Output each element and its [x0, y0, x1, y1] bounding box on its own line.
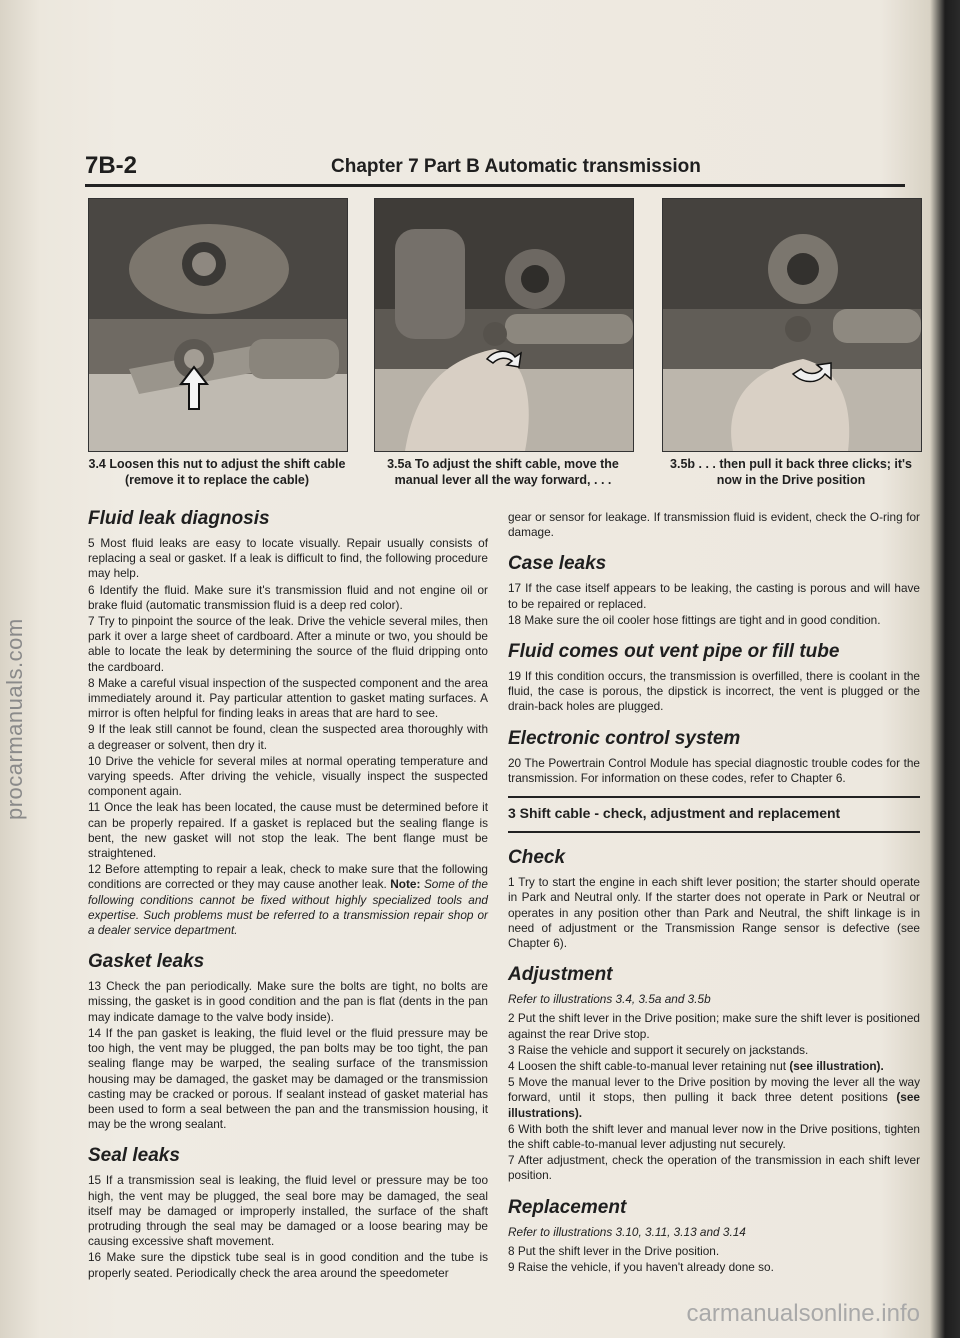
- paragraph-adj-6: 6 With both the shift lever and manual lever now in the Drive positions, tighten the shift cable-to-manual lever adjusting nut securely.: [508, 1121, 920, 1152]
- watermark-carmanualsonline: carmanualsonline.info: [686, 1300, 920, 1327]
- paragraph-9: 9 If the leak still cannot be found, clean the suspected area thoroughly with a degreaser or solvent, then dry it.: [88, 722, 488, 752]
- note-label: Note:: [390, 877, 421, 892]
- paragraph-adj-2: 2 Put the shift lever in the Drive position; make sure the shift lever is positioned against the rear Drive stop.: [508, 1011, 920, 1041]
- paragraph-adj-5-text: 5 Move the manual lever to the Drive position by moving the lever all the way forward, until it stops, then pulling it back three detent positions: [508, 1075, 920, 1105]
- photo-3-5b: [662, 198, 922, 452]
- note-text: Some of the following conditions cannot be fixed without highly specialized tools and expertise. Such problems must be referred to a transmission repair shop or a dealer service department.: [88, 877, 488, 938]
- photo-3-4-image: [89, 199, 347, 451]
- photo-3-5b-image: [663, 199, 921, 451]
- replacement-ref: Refer to illustrations 3.10, 3.11, 3.13 and 3.14: [508, 1224, 746, 1239]
- paragraph-13: 13 Check the pan periodically. Make sure the bolts are tight, no bolts are missing, the gasket is in good condition and the pan is flat (dents in the pan may indicate damage to the valve body inside).: [88, 979, 488, 1024]
- heading-fluid-leak-diagnosis: Fluid leak diagnosis: [88, 508, 270, 529]
- paragraph-rep-9: 9 Raise the vehicle, if you haven't already done so.: [508, 1260, 774, 1275]
- watermark-procarmanuals: procarmanuals.com: [2, 618, 27, 820]
- paragraph-12-text: 12 Before attempting to repair a leak, check to make sure that the following conditions are corrected or they may cause another leak.: [88, 862, 488, 892]
- photo-3-4: [88, 198, 348, 452]
- heading-case-leaks: Case leaks: [508, 553, 607, 575]
- heading-vent-pipe: Fluid comes out vent pipe or fill tube: [508, 641, 840, 663]
- heading-electronic-control: Electronic control system: [508, 727, 741, 749]
- paragraph-adj-4: [508, 1059, 920, 1074]
- heading-gasket-leaks: Gasket leaks: [88, 951, 205, 973]
- paragraph-18: 18 Make sure the oil cooler hose fittings are tight and in good condition.: [508, 612, 881, 627]
- adjustment-ref: Refer to illustrations 3.4, 3.5a and 3.5b: [508, 992, 711, 1007]
- paragraph-17: 17 If the case itself appears to be leaking, the casting is porous and will have to be repaired or replaced.: [508, 581, 920, 611]
- section-3-title: 3 Shift cable - check, adjustment and replacement: [508, 796, 920, 833]
- paragraph-adj-3: 3 Raise the vehicle and support it securely on jackstands.: [508, 1042, 809, 1057]
- paragraph-11: 11 Once the leak has been located, the cause must be determined before it can be properly repaired. If a gasket is replaced but the sealing flange is bent, the new gasket will not stop the leak. The bent flange must be straightened.: [88, 800, 488, 861]
- heading-check: Check: [508, 847, 566, 869]
- heading-replacement: Replacement: [508, 1196, 627, 1218]
- paragraph-7: 7 Try to pinpoint the source of the leak. Drive the vehicle several miles, then park it over a large sheet of cardboard. After a minute or two, you should be able to locate the leak by determining the source of the fluid dripping onto the cardboard.: [88, 614, 488, 674]
- page-title: Chapter 7 Part B Automatic transmission: [331, 156, 701, 177]
- caption-3-5a: 3.5a To adjust the shift cable, move the manual lever all the way forward, . . .: [387, 457, 619, 487]
- paragraph-adj-5: [508, 1075, 920, 1121]
- page-header: [85, 152, 905, 187]
- paragraph-rep-8: 8 Put the shift lever in the Drive position.: [508, 1243, 720, 1258]
- heading-seal-leaks: Seal leaks: [88, 1145, 180, 1167]
- right-column: [508, 510, 920, 1276]
- paragraph-check-1: 1 Try to start the engine in each shift lever position; the starter should operate in Park and Neutral only. If the starter does not operate in Park or Neutral or operates in any position other than Park and Neutral, the shift linkage is in need of adjustment or the Transmission Range sensor is defective (see Chapter 6).: [508, 875, 920, 951]
- caption-3-5b: 3.5b . . . then pull it back three clicks; it's now in the Drive position: [670, 457, 912, 487]
- paragraph-adj-7: 7 After adjustment, check the operation of the transmission in each shift lever position.: [508, 1153, 920, 1183]
- paragraph-20: 20 The Powertrain Control Module has special diagnostic trouble codes for the transmission. For information on these codes, refer to Chapter 6.: [508, 755, 920, 785]
- heading-adjustment: Adjustment: [508, 964, 613, 986]
- photo-3-5a: [374, 198, 634, 452]
- see-illustrations-ref: (see illustrations).: [508, 1090, 920, 1120]
- paragraph-14: 14 If the pan gasket is leaking, the fluid level or the fluid pressure may be too high, the vent may be plugged, the pan bolts may be too tight, the pan sealing flange may be warped, the sealing surface of the transmission housing may be damaged, the gasket may be damaged or the transmission casting may be cracked or porous. If sealant instead of gasket material has been used to form a seal between the pan and the transmission housing, it may be the wrong sealant.: [88, 1025, 488, 1132]
- paragraph-16: 16 Make sure the dipstick tube seal is in good condition and the tube is properly seated. Periodically check the area around the speedometer: [88, 1250, 488, 1280]
- caption-3-4: 3.4 Loosen this nut to adjust the shift cable (remove it to replace the cable): [88, 457, 346, 487]
- paragraph-10: 10 Drive the vehicle for several miles at normal operating temperature and varying speeds. After driving the vehicle, visually inspect the suspected component again.: [88, 753, 488, 799]
- see-illustration-ref: (see illustration).: [789, 1059, 884, 1074]
- page-number: 7B-2: [85, 152, 138, 179]
- paragraph-adj-4-text: 4 Loosen the shift cable-to-manual lever retaining nut: [508, 1059, 787, 1074]
- paragraph-5: 5 Most fluid leaks are easy to locate visually. Repair usually consists of replacing a seal or gasket. If a leak is difficult to find, the following procedure may help.: [88, 536, 488, 581]
- paragraph-8: 8 Make a careful visual inspection of the suspected component and the area immediately around it. Pay particular attention to gasket mating surfaces. A mirror is often helpful for finding leaks in areas that are hard to see.: [88, 675, 488, 721]
- paragraph-15: 15 If a transmission seal is leaking, the fluid level or pressure may be too high, the vent may be plugged, the seal bore may be damaged, the seal itself may be damaged or improperly installed, the surface of the shaft protruding through the seal may be damaged or a loose bearing may be causing excessive shaft movement.: [88, 1173, 488, 1249]
- left-column: [88, 508, 488, 1282]
- photo-3-5a-image: [375, 199, 633, 451]
- paragraph-16-continued: gear or sensor for leakage. If transmission fluid is evident, check the O-ring for damage.: [508, 510, 920, 540]
- paragraph-12: [88, 862, 488, 938]
- paragraph-6: 6 Identify the fluid. Make sure it's transmission fluid and not engine oil or brake fluid (automatic transmission fluid is a deep red color).: [88, 582, 488, 612]
- paragraph-19: 19 If this condition occurs, the transmission is overfilled, there is coolant in the fluid, the case is porous, the dipstick is incorrect, the vent is plugged or the drain-back holes are plugged.: [508, 669, 920, 714]
